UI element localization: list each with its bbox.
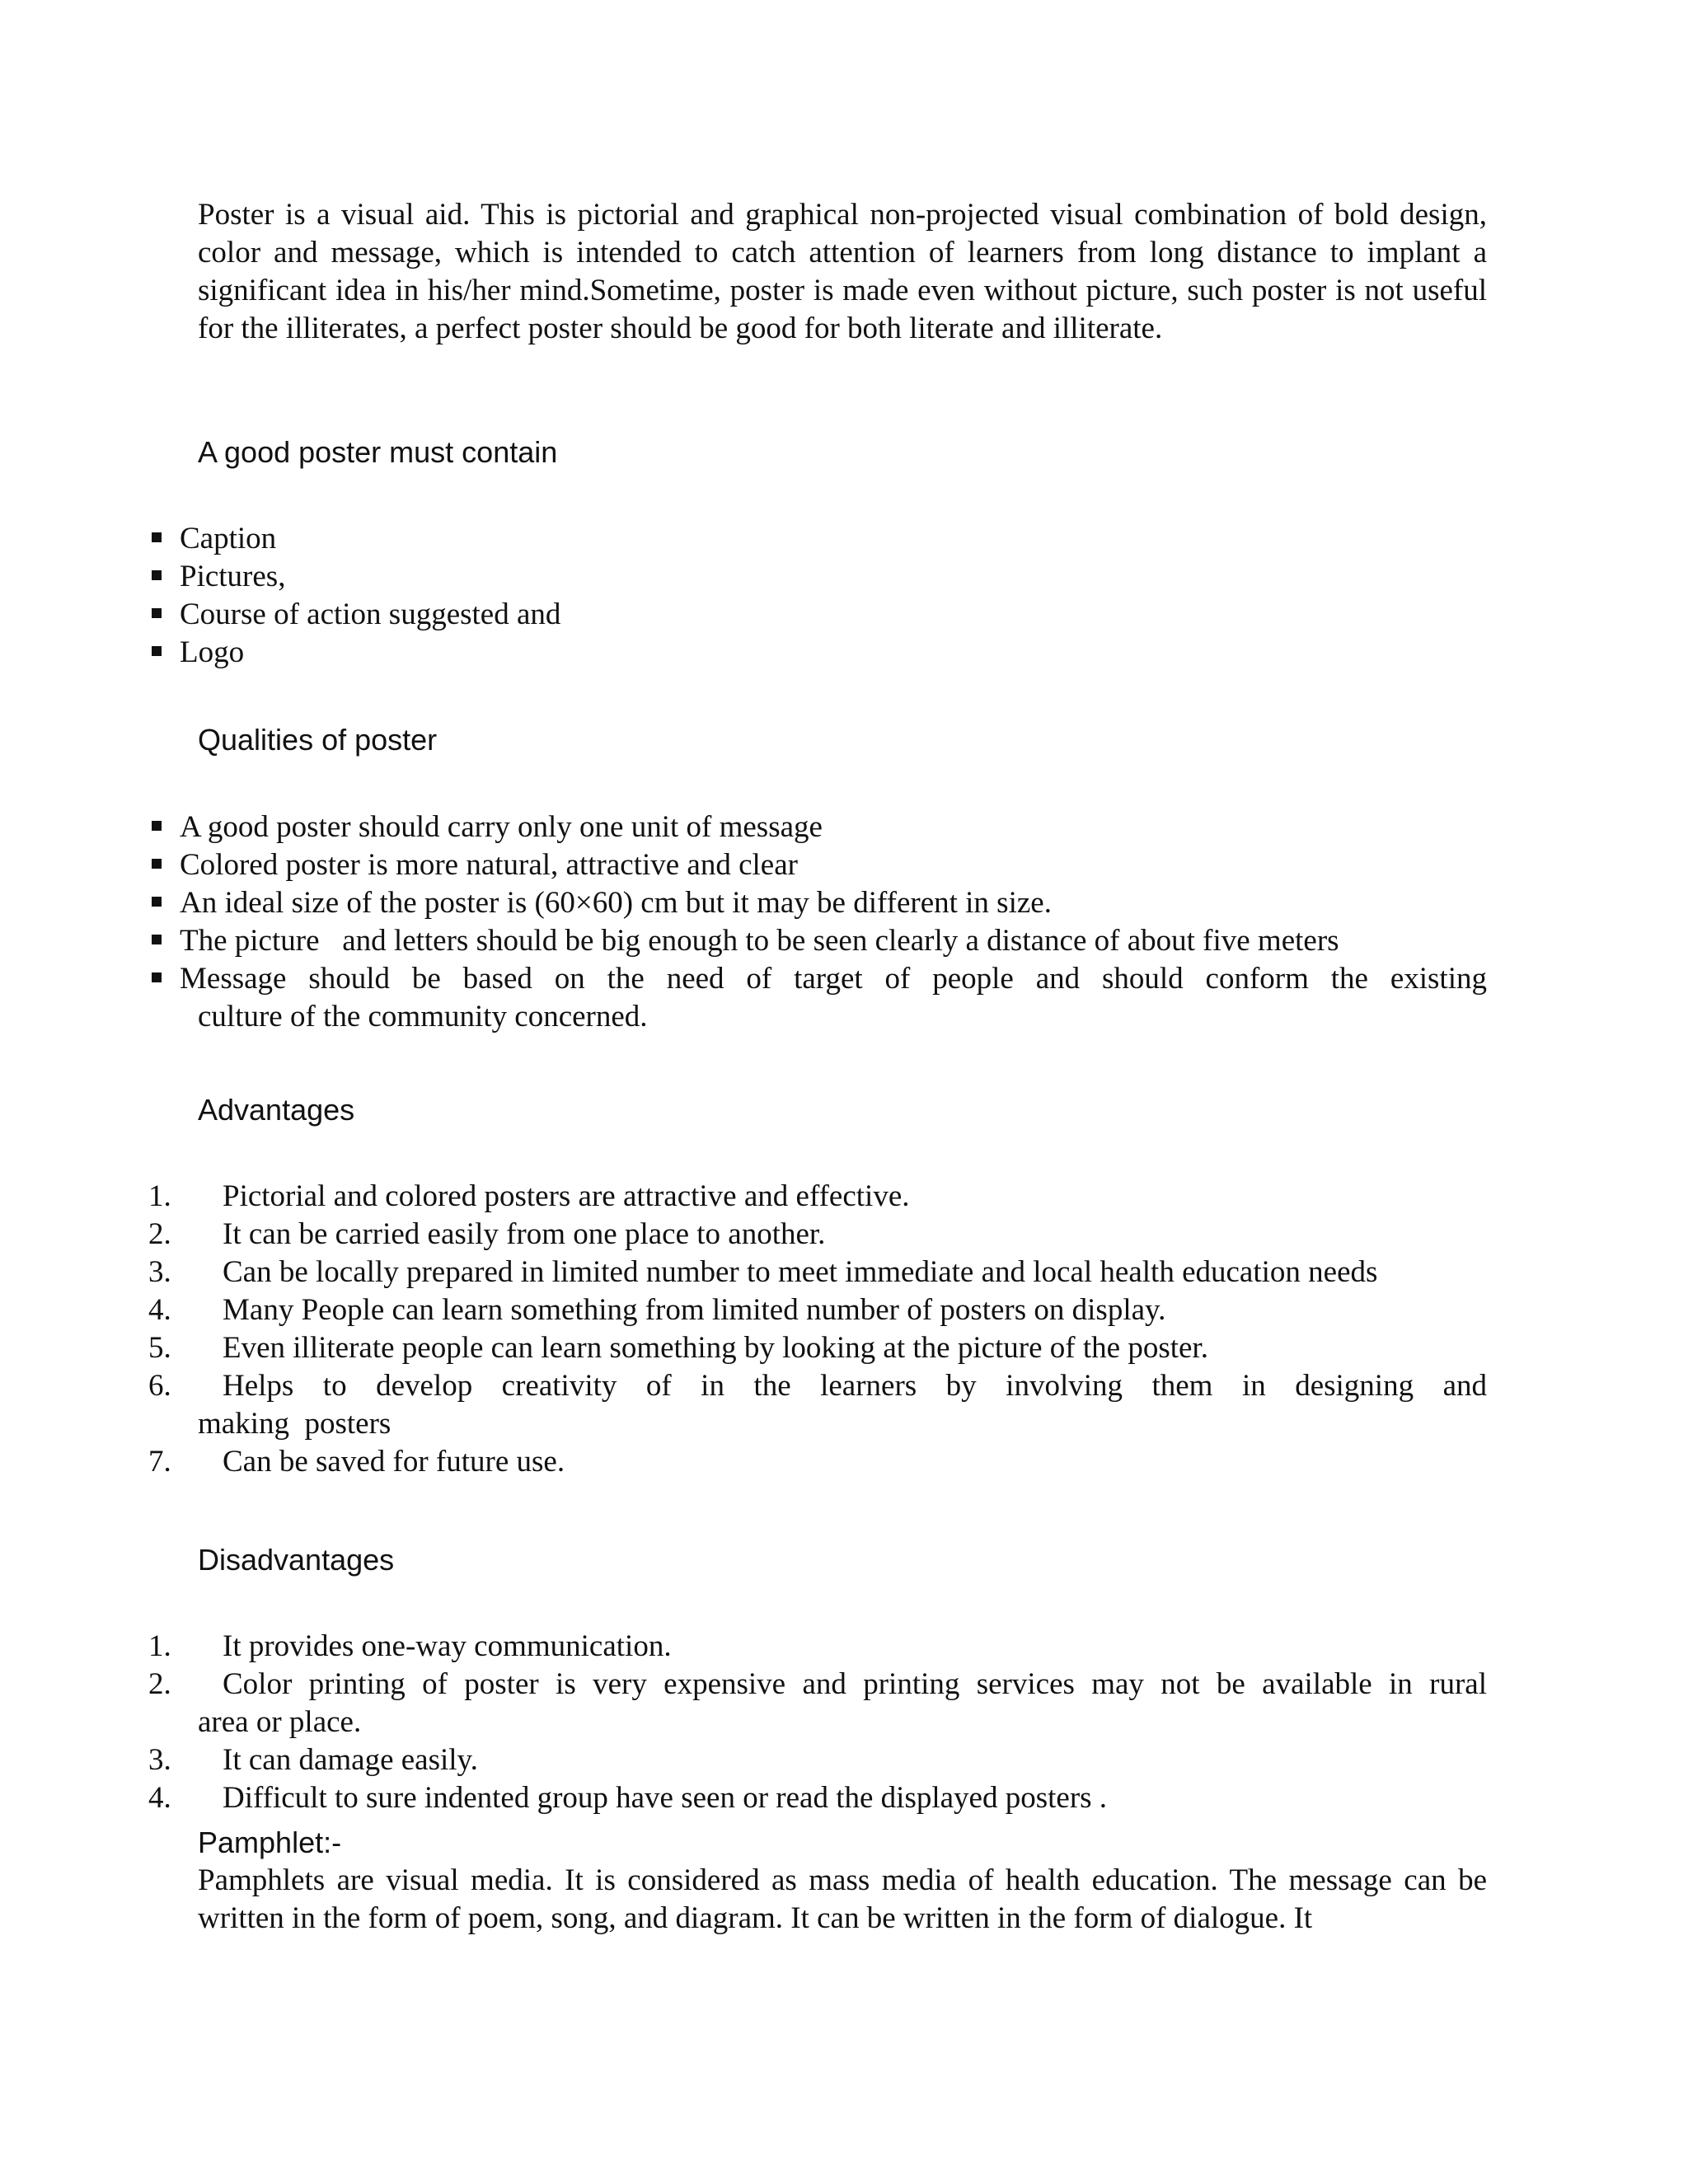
list-item: Course of action suggested and [148, 596, 1487, 634]
qualities-list [148, 808, 1487, 1036]
list-item: 2. Color printing of poster is very expensive and printing services may not be available in rural area or place. [148, 1667, 1487, 1739]
contain-list [148, 520, 1487, 672]
pamphlet-heading: Pamphlet:- [198, 1825, 342, 1859]
bullet-square-icon [152, 570, 162, 580]
list-item: The picture and letters should be big enough to be seen clearly a distance of about five meters [148, 922, 1487, 960]
bullet-square-icon [152, 821, 162, 831]
list-number: 1. [148, 1629, 171, 1663]
contain-heading: A good poster must contain [198, 435, 558, 469]
qualities-heading: Qualities of poster [198, 723, 438, 757]
list-item-continuation: culture of the community concerned. [198, 1000, 648, 1033]
list-item: 4. Difficult to sure indented group have seen or read the displayed posters . [148, 1779, 1487, 1817]
list-number: 5. [148, 1331, 171, 1365]
list-number: 2. [148, 1667, 171, 1701]
bullet-square-icon [152, 897, 162, 907]
list-item: 4. Many People can learn something from limited number of posters on display. [148, 1291, 1487, 1329]
list-item: 5. Even illiterate people can learn something by looking at the picture of the poster. [148, 1329, 1487, 1367]
advantages-list [148, 1178, 1487, 1481]
list-item: 1. It provides one-way communication. [148, 1628, 1487, 1666]
list-item: Colored poster is more natural, attractive and clear [148, 846, 1487, 884]
list-number: 1. [148, 1179, 171, 1213]
list-number: 3. [148, 1255, 171, 1289]
bullet-square-icon [152, 532, 162, 542]
list-item: Message should be based on the need of target of people and should conform the existing [148, 960, 1487, 998]
list-item: 2. It can be carried easily from one place to another. [148, 1216, 1487, 1254]
list-number: 4. [148, 1781, 171, 1815]
list-item: 1. Pictorial and colored posters are attractive and effective. [148, 1178, 1487, 1216]
list-item: 3. It can damage easily. [148, 1741, 1487, 1779]
list-item: A good poster should carry only one unit of message [148, 808, 1487, 846]
pamphlet-paragraph: Pamphlets are visual media. It is considered as mass media of health education. The message can be written in the form of poem, song, and diagram. It can be written in the form of dialogue. It [198, 1863, 1487, 1935]
list-number: 7. [148, 1445, 171, 1479]
bullet-square-icon [152, 646, 162, 656]
list-item: 7. Can be saved for future use. [148, 1443, 1487, 1481]
list-item: 3. Can be locally prepared in limited number to meet immediate and local health education needs [148, 1254, 1487, 1291]
list-item: 6. Helps to develop creativity of in the learners by involving them in designing and making posters [148, 1369, 1487, 1441]
disadvantages-heading: Disadvantages [198, 1543, 395, 1577]
list-item: Logo [148, 634, 1487, 672]
list-number: 6. [148, 1369, 171, 1403]
list-number: 4. [148, 1293, 171, 1327]
bullet-square-icon [152, 608, 162, 618]
bullet-square-icon [152, 859, 162, 869]
list-number: 3. [148, 1743, 171, 1777]
disadvantages-list [148, 1628, 1487, 1817]
list-number: 2. [148, 1217, 171, 1251]
bullet-square-icon [152, 972, 162, 982]
list-item: An ideal size of the poster is (60×60) cm but it may be different in size. [148, 884, 1487, 922]
list-item: Caption [148, 520, 1487, 558]
bullet-square-icon [152, 935, 162, 944]
advantages-heading: Advantages [198, 1093, 355, 1127]
list-item: Pictures, [148, 558, 1487, 596]
intro-paragraph: Poster is a visual aid. This is pictorial and graphical non-projected visual combination of bold design, color and message, which is intended to catch attention of learners from long distance to implant a significant idea in his/her mind.Sometime, poster is made even without picture, such poster is not useful for the illiterates, a perfect poster should be good for both literate and illiterate. [198, 198, 1487, 345]
